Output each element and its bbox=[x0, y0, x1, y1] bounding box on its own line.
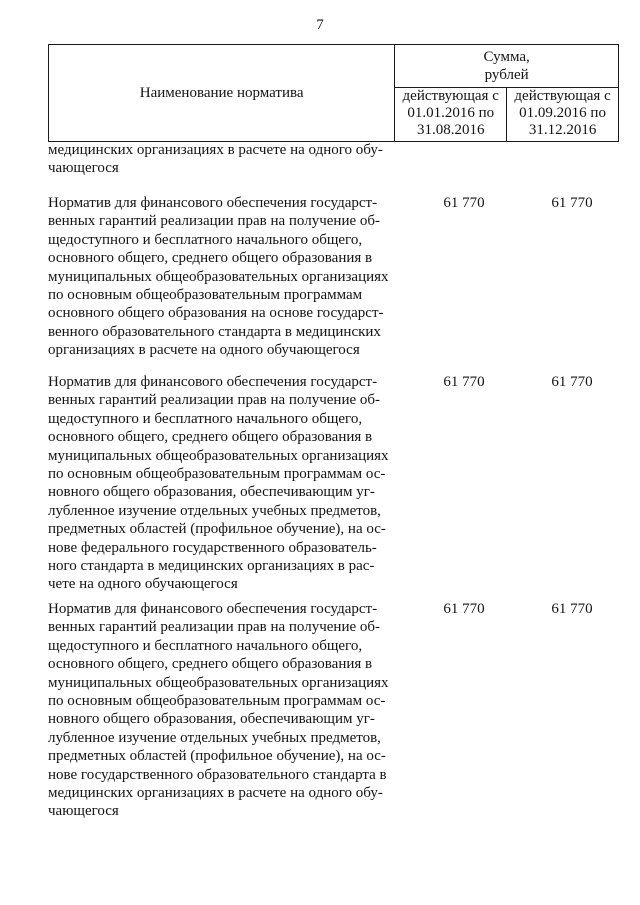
row-name-line: муниципальных общеобразовательных организациях bbox=[48, 674, 389, 691]
row-value-period-1: 61 770 bbox=[443, 374, 485, 390]
row-name-line: нове государственного образовательного стандарта в bbox=[48, 766, 387, 783]
table-row bbox=[48, 194, 623, 360]
row-name-line: Норматив для финансового обеспечения государст- bbox=[48, 601, 378, 617]
header-period-2 bbox=[507, 87, 619, 141]
header-period-1-line: действующая с bbox=[402, 87, 499, 104]
row-name bbox=[48, 373, 396, 594]
row-value-period-1: 61 770 bbox=[443, 195, 485, 211]
row-value-period-2: 61 770 bbox=[551, 601, 593, 617]
row-name-line: лубленное изучение отдельных учебных предметов, bbox=[48, 729, 381, 746]
header-name-column: Наименование норматива bbox=[49, 45, 395, 142]
row-value-period-2: 61 770 bbox=[551, 374, 593, 390]
page-number: 7 bbox=[316, 17, 324, 33]
row-name-line: нове федерального государственного образователь- bbox=[48, 539, 377, 556]
header-period-1-line: 31.08.2016 bbox=[416, 121, 485, 138]
row-name-line: основного общего образования на основе государст- bbox=[48, 305, 384, 322]
row-value-period-2: 61 770 bbox=[551, 195, 593, 211]
table-row bbox=[48, 373, 623, 594]
row-name-line: венных гарантий реализации прав на получение об- bbox=[48, 619, 381, 636]
row-name-line: муниципальных общеобразовательных организациях bbox=[48, 268, 389, 285]
row-name-line: Норматив для финансового обеспечения государст- bbox=[48, 195, 378, 211]
table-row bbox=[48, 600, 623, 821]
row-name-line: венного образовательного стандарта в медицинских bbox=[48, 323, 381, 340]
header-period-1 bbox=[395, 87, 507, 141]
row-name-line: новного общего образования, обеспечивающим уг- bbox=[48, 711, 375, 728]
row-name-line: по основным общеобразовательным программам ос- bbox=[48, 693, 386, 710]
header-period-1-line: 01.01.2016 по bbox=[407, 104, 495, 121]
row-name-line: венных гарантий реализации прав на получение об- bbox=[48, 213, 381, 230]
row-name-line: основного общего, среднего общего образования в bbox=[48, 656, 373, 673]
header-sum-column bbox=[395, 45, 619, 88]
row-name-line: чете на одного обучающегося bbox=[48, 576, 238, 593]
row-name-line: ного стандарта в медицинских организациях в рас- bbox=[48, 558, 375, 575]
header-period-2-line: действующая с bbox=[514, 87, 611, 104]
row-name bbox=[48, 194, 396, 360]
header-period-2-line: 01.09.2016 по bbox=[519, 104, 606, 121]
row-name-line: муниципальных общеобразовательных организациях bbox=[48, 447, 389, 464]
row-name-line: предметных областей (профильное обучение), на ос- bbox=[48, 521, 386, 538]
row-name-line: венных гарантий реализации прав на получение об- bbox=[48, 392, 381, 409]
row-name-line: основного общего, среднего общего образования в bbox=[48, 429, 373, 446]
row-name-line: основного общего, среднего общего образования в bbox=[48, 250, 373, 267]
row-name-line: Норматив для финансового обеспечения государст- bbox=[48, 374, 378, 390]
fragment-line: медицинских организациях в расчете на одного обу- bbox=[48, 142, 383, 158]
row-name-line: по основным общеобразовательным программам bbox=[48, 287, 363, 304]
header-sum-line: Сумма, bbox=[483, 48, 530, 65]
row-name-line: медицинских организациях в расчете на одного обу- bbox=[48, 785, 383, 802]
row-name bbox=[48, 600, 396, 821]
row-name-line: щедоступного и бесплатного начального общего, bbox=[48, 231, 363, 248]
row-name-line: предметных областей (профильное обучение), на ос- bbox=[48, 748, 386, 765]
row-value-period-1: 61 770 bbox=[443, 601, 485, 617]
row-name-line: лубленное изучение отдельных учебных предметов, bbox=[48, 502, 381, 519]
header-period-2-line: 31.12.2016 bbox=[528, 121, 597, 138]
continued-row-fragment bbox=[48, 141, 396, 177]
header-sum-unit: рублей bbox=[484, 66, 529, 83]
row-name-line: организациях в расчете на одного обучающегося bbox=[48, 342, 360, 359]
row-name-line: новного общего образования, обеспечивающим уг- bbox=[48, 484, 375, 501]
row-name-line: щедоступного и бесплатного начального общего, bbox=[48, 637, 363, 654]
fragment-line: чающегося bbox=[48, 160, 119, 176]
table-header bbox=[48, 44, 619, 142]
row-name-line: по основным общеобразовательным программам ос- bbox=[48, 466, 386, 483]
row-name-line: щедоступного и бесплатного начального общего, bbox=[48, 410, 363, 427]
row-name-line: чающегося bbox=[48, 803, 119, 820]
